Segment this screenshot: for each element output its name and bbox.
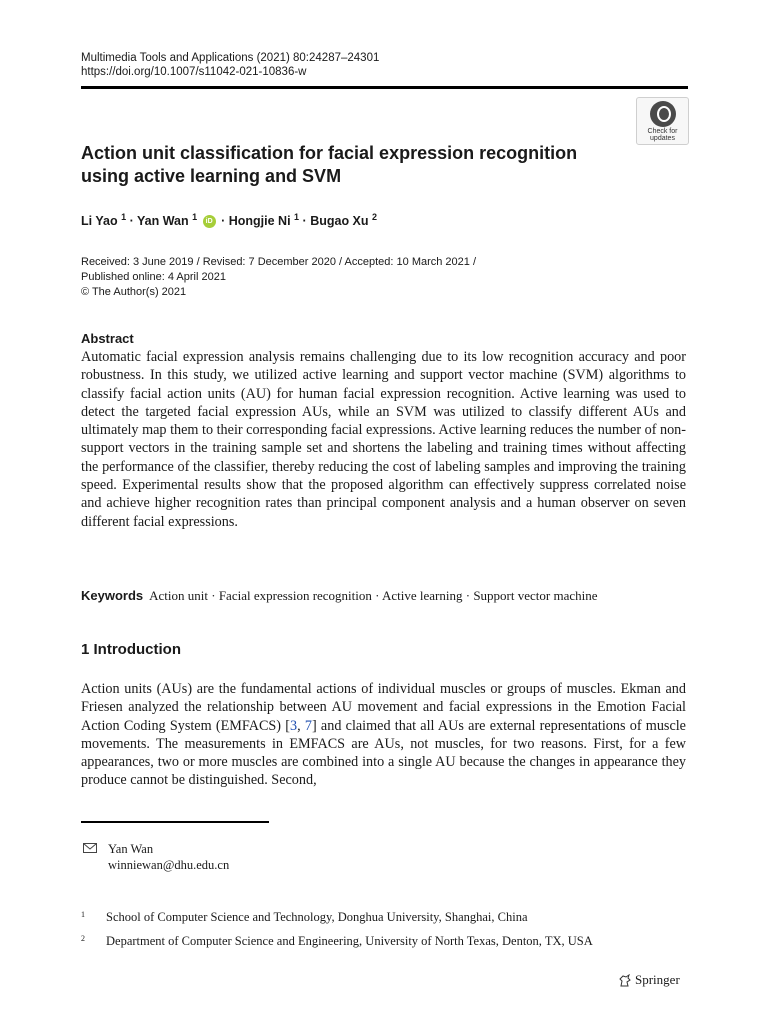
- copyright: © The Author(s) 2021: [81, 286, 187, 298]
- header-rule: [81, 86, 688, 89]
- published-online: Published online: 4 April 2021: [81, 271, 226, 283]
- author-name: Yan Wan: [137, 214, 189, 229]
- citation-separator: ,: [297, 717, 305, 734]
- envelope-icon: [83, 843, 97, 853]
- author-affiliation-marker: 2: [372, 212, 378, 222]
- author-separator: ·: [302, 214, 311, 229]
- author-separator: ·: [129, 214, 137, 229]
- abstract-heading: Abstract: [81, 331, 134, 346]
- doi-link[interactable]: https://doi.org/10.1007/s11042-021-10836-w: [81, 66, 307, 78]
- journal-header: [81, 51, 379, 79]
- corresponding-author-name: Yan Wan: [108, 842, 154, 856]
- affiliation: [81, 934, 593, 949]
- section-heading-introduction: 1 Introduction: [81, 641, 181, 658]
- affiliation-number: 2: [81, 934, 85, 943]
- intro-text: ] and claimed that all AUs are external representations of muscle movements. The measurements in EMFACS are AUs, not muscles, for two reasons. First, for a few appearances, two or more muscles are combined into a single AU because the changes in appearance they produce cannot be distinguished. Second,: [81, 717, 686, 789]
- author-affiliation-marker: 1: [192, 212, 198, 222]
- publication-dates: [81, 255, 476, 300]
- corresponding-author-email[interactable]: winniewan@dhu.edu.cn: [108, 858, 230, 872]
- affiliation-text: Department of Computer Science and Engineering, University of North Texas, Denton, TX, USA: [106, 934, 593, 948]
- author-affiliation-marker: 1: [121, 212, 127, 222]
- intro-text: Action units (AUs) are the fundamental actions of individual muscles or groups of muscles. Ekman and Friesen analyzed the relationship between AU movement and facial expressions in the Emotion Facial Action Coding System (EMFACS) [: [81, 681, 686, 734]
- paper-title: Action unit classification for facial expression recognition using active learning and SVM: [81, 143, 578, 186]
- affiliation-number: 1: [81, 910, 85, 919]
- keywords-list: Action unit · Facial expression recognition · Active learning · Support vector machine: [149, 588, 598, 603]
- keywords-label: Keywords: [81, 588, 144, 603]
- received-revised-accepted: Received: 3 June 2019 / Revised: 7 December 2020 / Accepted: 10 March 2021 /: [81, 256, 477, 268]
- author-name: Li Yao: [81, 214, 118, 229]
- affiliation-text: School of Computer Science and Technology, Donghua University, Shanghai, China: [106, 910, 528, 924]
- abstract-text: Automatic facial expression analysis remains challenging due to its low recognition accuracy and poor robustness. In this study, we utilized active learning and support vector machine (SVM) algorithms to classify facial action units (AU) for human facial expression recognition. Active learning was used to detect the targeted facial expression AUs, while an SVM was utilized to classify different AUs and ultimately map them to their corresponding facial expressions. Active learning reduces the number of non-support vectors in the training sample set and shortens the labeling and training times without affecting the performance of the classifier, thereby reducing the cost of labeling samples and improving the training speed. Experimental results show that the proposed algorithm can effectively suppress correlated noise and achieve higher recognition rates than principal component analysis and a human observer on seven different facial expressions.: [81, 349, 686, 530]
- affiliation: [81, 910, 528, 925]
- introduction-paragraph: [81, 680, 686, 790]
- publisher-logo: [618, 972, 680, 988]
- crossmark-label: Check for updates: [647, 128, 678, 142]
- crossmark-icon: [650, 101, 676, 127]
- citation-link[interactable]: 3: [290, 717, 298, 734]
- journal-citation: Multimedia Tools and Applications (2021) 80:24287–24301: [81, 52, 380, 64]
- keywords: [81, 588, 701, 604]
- orcid-icon[interactable]: iD: [203, 215, 216, 228]
- check-for-updates-badge[interactable]: [636, 97, 689, 145]
- footnote-rule: [81, 821, 269, 823]
- author-name: Hongjie Ni: [228, 214, 291, 229]
- citation-link[interactable]: 7: [304, 717, 312, 734]
- author-list: [81, 212, 377, 228]
- author-separator: ·: [221, 214, 229, 229]
- publisher-name: Springer: [635, 972, 680, 987]
- author-affiliation-marker: 1: [294, 212, 300, 222]
- springer-horse-icon: [618, 974, 632, 988]
- author-name: Bugao Xu: [310, 214, 369, 229]
- corresponding-author: [108, 841, 229, 873]
